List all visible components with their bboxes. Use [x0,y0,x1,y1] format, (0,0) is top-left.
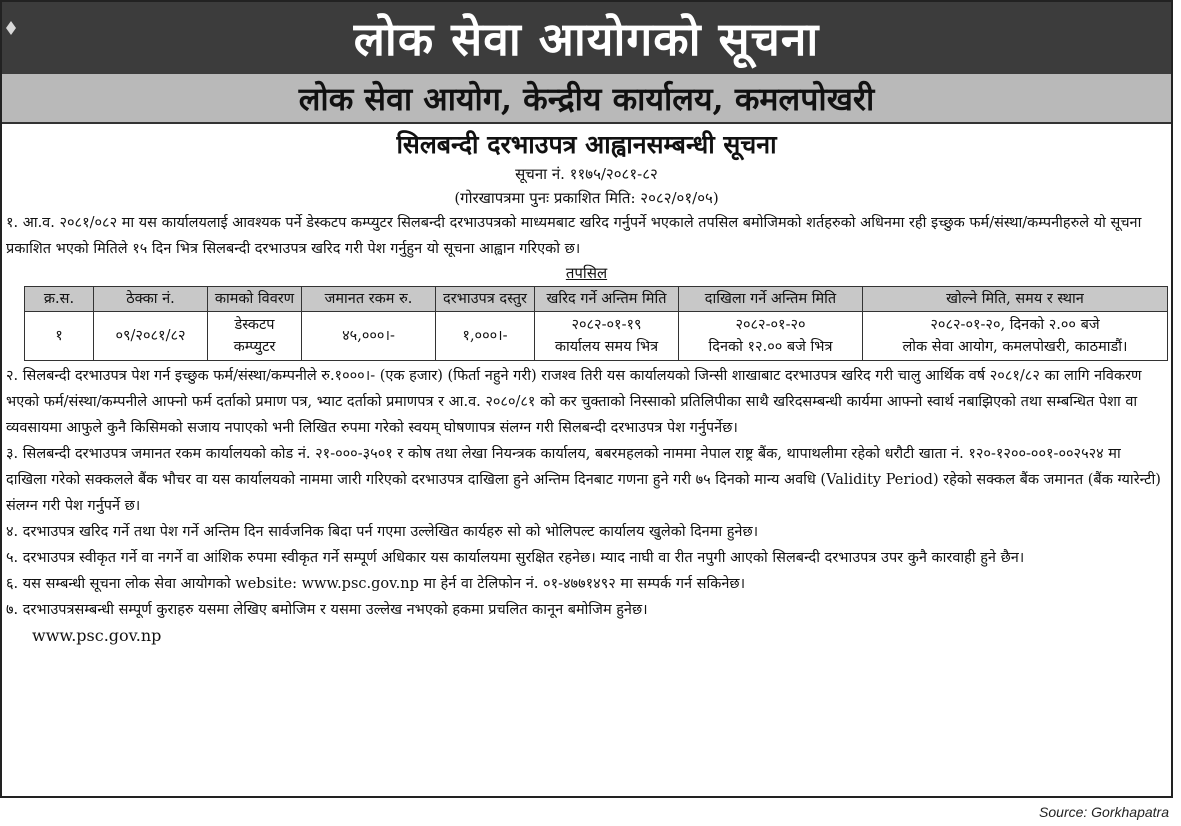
notice-heading: सिलबन्दी दरभाउपत्र आह्वानसम्बन्धी सूचना [396,130,777,159]
cell-submit [679,312,863,361]
source-credit: Source: Gorkhapatra [1039,804,1169,820]
table-row [25,312,1168,361]
point-number: ७. [6,602,19,618]
header-contract-no: ठेक्का नं. [94,287,208,312]
office-title-banner [2,74,1171,124]
emblem-icon [4,20,18,36]
opening-place: लोक सेवा आयोग, कमलपोखरी, काठमाडौं। [902,339,1128,355]
cell-sn: १ [25,312,94,361]
submit-note: दिनको १२.०० बजे भित्र [708,339,833,355]
cell-purchase [535,312,679,361]
header-sn: क्र.स. [25,287,94,312]
cell-fee: १,०००।- [436,312,535,361]
point-5 [2,545,1171,571]
point-number: ५. [6,550,19,566]
tender-table [24,286,1168,361]
opening-time: २०८२-०१-२०, दिनको २.०० बजे [930,317,1100,333]
purchase-note: कार्यालय समय भित्र [554,339,659,355]
point-number: ४. [6,524,19,540]
header-purchase-date: खरिद गर्ने अन्तिम मिति [535,287,679,312]
header-opening: खोल्ने मिति, समय र स्थान [863,287,1168,312]
point-text: दरभाउपत्र खरिद गर्ने तथा पेश गर्ने अन्तिम दिन सार्वजनिक बिदा पर्न गएमा उल्लेखित कार्यहरु सो को भोलिपल्ट कार्यालय खुलेको दिनमा हुनेछ। [22,524,759,540]
cell-opening [863,312,1168,361]
point-text: दरभाउपत्रसम्बन्धी सम्पूर्ण कुराहरु यसमा लेखिए बमोजिम र यसमा उल्लेख नभएको हकमा प्रचलित कानून बमोजिम हुनेछ। [22,602,648,618]
cell-description: डेस्कटप कम्प्युटर [208,312,302,361]
notice-number: सूचना नं. ११७५/२०८१-८२ [515,165,658,183]
website-footer: www.psc.gov.np [32,626,162,645]
header-security: जमानत रकम रु. [302,287,436,312]
point-7 [2,597,1171,623]
header-description: कामको विवरण [208,287,302,312]
point-text: यस सम्बन्धी सूचना लोक सेवा आयोगको website: www.psc.gov.np मा हेर्न वा टेलिफोन नं. ०१-४७७१४९२ मा सम्पर्क गर्न सकिनेछ। [22,576,746,592]
paragraph-1: १. आ.व. २०८१/०८२ मा यस कार्यालयलाई आवश्यक पर्ने डेस्कटप कम्प्युटर सिलबन्दी दरभाउपत्रको माध्यमबाट खरिद गर्नुपर्ने भएकाले तपसिल बमोजिमको शर्तहरुको अधिनमा रही इच्छुक फर्म/संस्था/कम्पनीहरुले यो सूचना प्रकाशित भएको मितिले १५ दिन भित्र सिलबन्दी दरभाउपत्र खरिद गरी पेश गर्नुहुन यो सूचना आह्वान गरिएको छ। [6,215,1142,257]
tapsil-label: तपसिल [565,264,608,282]
point-text: सिलबन्दी दरभाउपत्र पेश गर्न इच्छुक फर्म/संस्था/कम्पनीले रु.१०००।- (एक हजार) (फिर्ता नहुने गरी) राजश्व तिरी यस कार्यालयको जिन्सी शाखाबाट दरभाउपत्र खरिद गरी चालु आर्थिक वर्ष २०८१/८२ का लागि नविकरण भएको फर्म/संस्था/कम्पनीले आफ्नो फर्म दर्ताको प्रमाण पत्र, भ्याट दर्ताको प्रमाणपत्र र आ.व. २०८०/८१ को कर चुक्ताको निस्साको प्रतिलिपीका साथै खरिदसम्बन्धी कार्यमा आफ्नो स्वार्थ नबाझिएको तथा सम्बन्धित पेशा वा व्यवसायमा आफुले कुनै किसिमको सजाय नपाएको भनी लिखित रुपमा गरेको स्वयम् घोषणापत्र संलग्न गरी सिलबन्दी दरभाउपत्र पेश गर्नुपर्नेछ। [6,368,1142,436]
submit-date: २०८२-०१-२० [735,317,806,333]
header-fee: दरभाउपत्र दस्तुर [436,287,535,312]
main-title: लोक सेवा आयोगको सूचना [353,12,820,66]
cell-security: ४५,०००।- [302,312,436,361]
point-text: दरभाउपत्र स्वीकृत गर्ने वा नगर्ने वा आंशिक रुपमा स्वीकृत गर्ने सम्पूर्ण अधिकार यस कार्यालयमा सुरक्षित रहनेछ। म्याद नाघी वा रीत नपुगी आएको सिलबन्दी दरभाउपत्र उपर कुनै कारवाही हुने छैन। [22,550,1025,566]
point-2 [2,363,1171,441]
point-4 [2,519,1171,545]
point-number: २. [6,368,19,384]
point-number: ६. [6,576,19,592]
point-text: सिलबन्दी दरभाउपत्र जमानत रकम कार्यालयको कोड नं. २१-०००-३५०१ र कोष तथा लेखा नियन्त्रक कार्यालय, बबरमहलको नाममा नेपाल राष्ट्र बैंक, थापाथलीमा रहेको धरौटी खाता नं. १२०-१२००-००१-००२५२४ मा दाखिला गरेको सक्कलले बैंक भौचर वा यस कार्यालयको नाममा जारी गरिएको दरभाउपत्र दाखिला हुने अन्तिम दिनबाट गणना हुने गरी ७५ दिनको मान्य अवधि (Validity Period) रहेको सक्कल बैंक जमानत (बैंक ग्यारेन्टी) संलग्न गरी पेश गर्नुपर्ने छ। [6,446,1161,514]
main-title-banner [2,2,1171,74]
republished-date: (गोरखापत्रमा पुनः प्रकाशित मिति: २०८२/०१/०५) [454,189,719,207]
point-6 [2,571,1171,597]
purchase-date: २०८२-०१-१९ [571,317,642,333]
header-submit-date: दाखिला गर्ने अन्तिम मिति [679,287,863,312]
table-header-row [25,287,1168,312]
point-3 [2,441,1171,519]
point-number: ३. [6,446,19,462]
cell-contract-no: ०९/२०८१/८२ [94,312,208,361]
office-title: लोक सेवा आयोग, केन्द्रीय कार्यालय, कमलपोखरी [298,79,875,118]
